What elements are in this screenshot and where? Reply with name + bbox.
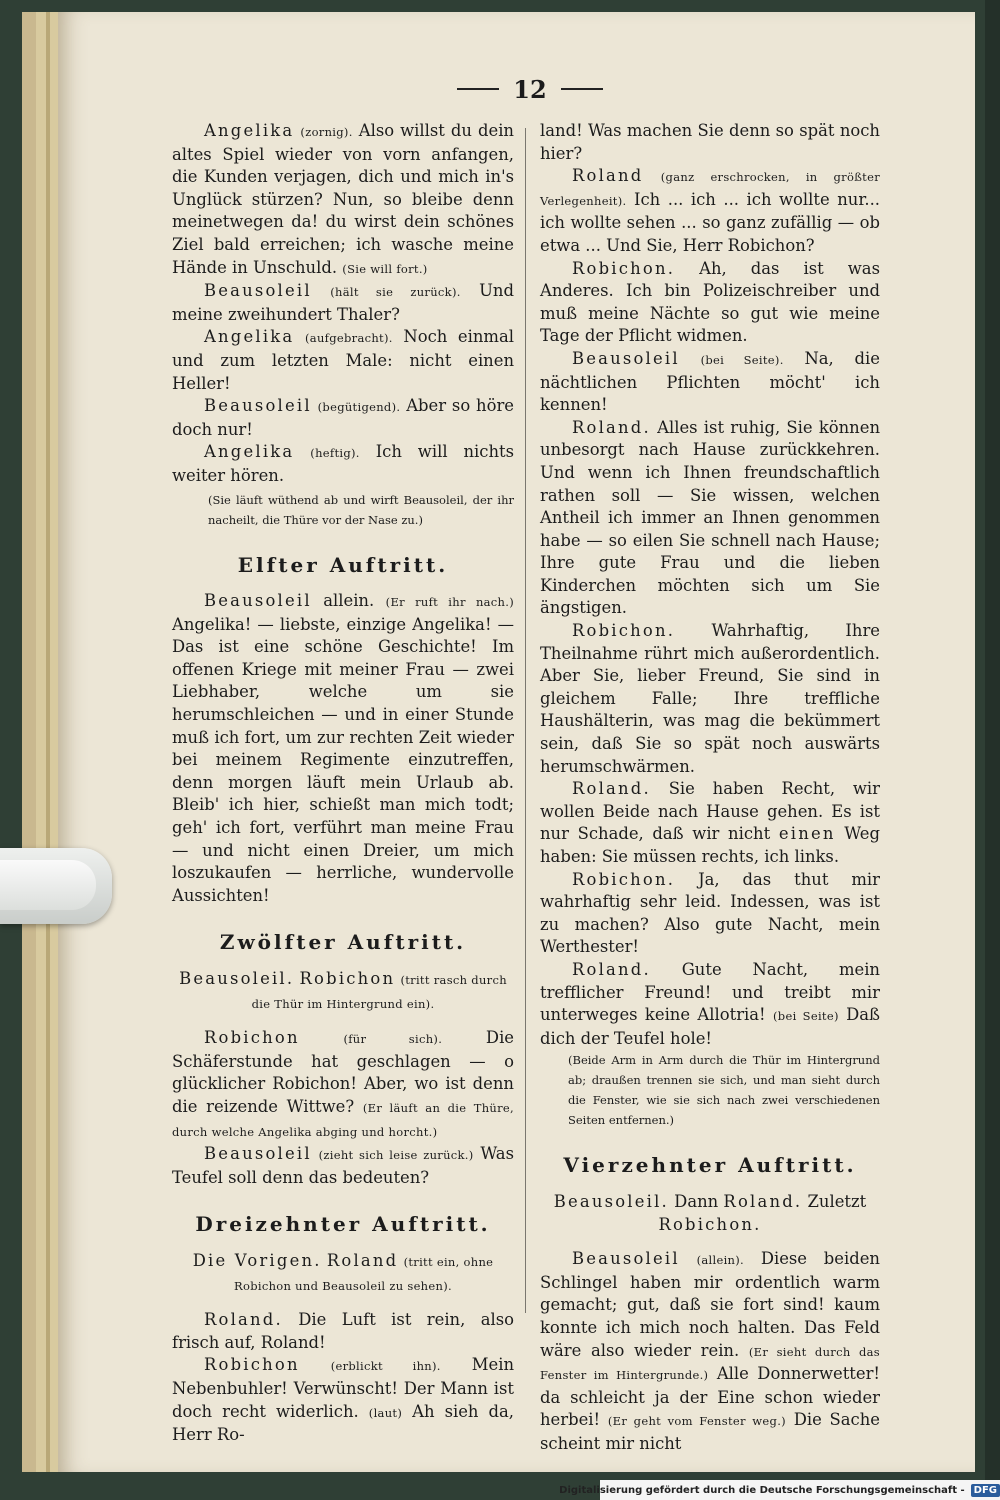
speech: Roland. Gute Nacht, mein trefflicher Freund! und treibt mir unterweges keine Allotria! (bei Seite) Daß dich der Teufel hole!	[540, 959, 880, 1048]
speech: Robichon. Wahrhaftig, Ihre Theilnahme rührt mich außerordentlich. Aber Sie, lieber Freund, Sie sind in gleichem Falle; Ihre treffliche Haushälterin, was mag die bekümmert sein, daß Sie so spät noch auswärts herumschwärmen.	[540, 621, 880, 776]
binding-line	[46, 12, 50, 1472]
speech: Roland (ganz erschrocken, in größter Verlegenheit). Ich ... ich ... ich wollte nur... ich wollte sehen ... so ganz zufällig — ob etwa ... Und Sie, Herr Robichon?	[540, 166, 880, 255]
scene-cast: Die Vorigen. Roland (tritt ein, ohne Robichon und Beausoleil zu sehen).	[192, 1250, 494, 1293]
speech: Roland. Die Luft ist rein, also frisch auf, Roland!	[172, 1310, 514, 1352]
speech: Robichon. Ah, das ist was Anderes. Ich bin Polizeischreiber und muß meine Nächte so gut wie meine Tage der Pflicht widmen.	[540, 258, 880, 346]
page-turn-handle[interactable]	[0, 848, 112, 924]
right-column	[540, 120, 880, 1455]
speech: Beausoleil (allein). Diese beiden Schlingel haben mir ordentlich warm gemacht; gut, daß sie fort sind! kaum konnte ich mich noch halten. Das Feld wäre also wieder rein. (Er sieht durch das Fenster im Hintergrunde.) Alle Donnerwetter! da schleicht ja der Eine schon wieder herbei! (Er geht vom Fenster weg.) Die Sache scheint mir nicht	[540, 1249, 880, 1453]
speech-continued: land! Was machen Sie denn so spät noch hier?	[540, 121, 880, 163]
speech: Beausoleil (hält sie zurück). Und meine zweihundert Thaler?	[172, 281, 514, 324]
header-rule-left	[457, 88, 499, 90]
speech: Beausoleil (bei Seite). Na, die nächtlichen Pflichten möcht' ich kennen!	[540, 348, 880, 415]
scene-cast: Beausoleil. Robichon (tritt rasch durch die Thür im Hintergrund ein).	[179, 969, 507, 1011]
scene-cast: Beausoleil. Dann Roland. Zuletzt Robichon.	[553, 1191, 867, 1234]
scan-background	[985, 0, 1000, 1500]
stage-direction: (Beide Arm in Arm durch die Thür im Hintergrund ab; draußen trennen sie sich, und man sieht durch die Fenster, wie sie sich nach zwei verschiedenen Seiten entfernen.)	[568, 1053, 880, 1128]
header-rule-right	[561, 88, 603, 90]
speech: Angelika (heftig). Ich will nichts weiter hören.	[172, 442, 515, 485]
speech: Robichon. Ja, das thut mir wahrhaftig sehr leid. Indessen, was ist zu machen? Also gute Nacht, mein Werthester!	[540, 869, 880, 957]
speech: Beausoleil (begütigend). Aber so höre doch nur!	[172, 396, 514, 439]
speech: Roland. Sie haben Recht, wir wollen Beide nach Hause gehen. Es ist nur Schade, daß wir nicht einen Weg haben: Sie müssen rechts, ich links.	[540, 779, 880, 866]
scene-heading: Vierzehnter Auftritt.	[563, 1153, 857, 1178]
scene-heading: Elfter Auftritt.	[237, 552, 449, 577]
column-divider	[525, 128, 526, 1313]
left-column	[172, 120, 514, 1447]
scene-heading: Dreizehnter Auftritt.	[195, 1212, 491, 1237]
funding-credit-text: Digitalisierung gefördert durch die Deutsche Forschungsgemeinschaft -	[559, 1484, 965, 1496]
speech: Roland. Alles ist ruhig, Sie können unbesorgt nach Hause zurückkehren. Und wenn ich Ihnen freundschaftlich rathen soll — Sie wissen, welchen Antheil ich immer an Ihnen genommen habe — so eilen Sie schnell nach Hause; Ihre gute Frau und die lieben Kinderchen möchten sich um Sie ängstigen.	[540, 417, 880, 618]
speech: Beausoleil allein. (Er ruft ihr nach.) Angelika! — liebste, einzige Angelika! — Das ist eine schöne Geschichte! Im offenen Kriege mit meiner Frau — zwei Liebhaber, welche um sie herumschleichen — und in einer Stunde muß ich fort, um zur rechten Zeit wieder bei meinem Regimente einzutreffen, denn morgen läuft mein Urlaub ab. Bleib' ich hier, schießt man mich todt; geh' ich fort, verführt man meine Frau — und nicht einen Dreier, um mich loszukaufen — herrliche, wundervolle Aussichten!	[172, 591, 515, 905]
speech: Beausoleil (zieht sich leise zurück.) Was Teufel soll denn das bedeuten?	[172, 1144, 514, 1187]
stage-direction: (Sie läuft wüthend ab und wirft Beausoleil, der ihr nacheilt, die Thüre vor der Nase zu.)	[208, 492, 514, 527]
speech: Robichon (für sich). Die Schäferstunde hat geschlagen — o glücklicher Robichon! Aber, wo ist denn die reizende Wittwe? (Er läuft an die Thüre, durch welche Angelika abging und horcht.)	[172, 1028, 515, 1139]
dfg-logo: DFG	[971, 1484, 1000, 1497]
speech: Angelika (zornig). Also willst du dein altes Spiel wieder von vorn anfangen, die Kunden verjagen, dich und mich in's Unglück stürzen? Nun, so bleibe denn meinetwegen da! du wirst dein schönes Ziel bald erreichen; ich wasche meine Hände in Unschuld. (Sie will fort.)	[172, 121, 514, 277]
speech: Angelika (aufgebracht). Noch einmal und zum letzten Male: nicht einen Heller!	[172, 327, 514, 393]
page-header	[440, 72, 620, 106]
footer-credit	[559, 1480, 1000, 1500]
speech: Robichon (erblickt ihn). Mein Nebenbuhler! Verwünscht! Der Mann ist doch recht widerlich. (laut) Ah sieh da, Herr Ro-	[172, 1355, 515, 1445]
scene-heading: Zwölfter Auftritt.	[219, 930, 467, 955]
page-number: 12	[513, 74, 547, 104]
